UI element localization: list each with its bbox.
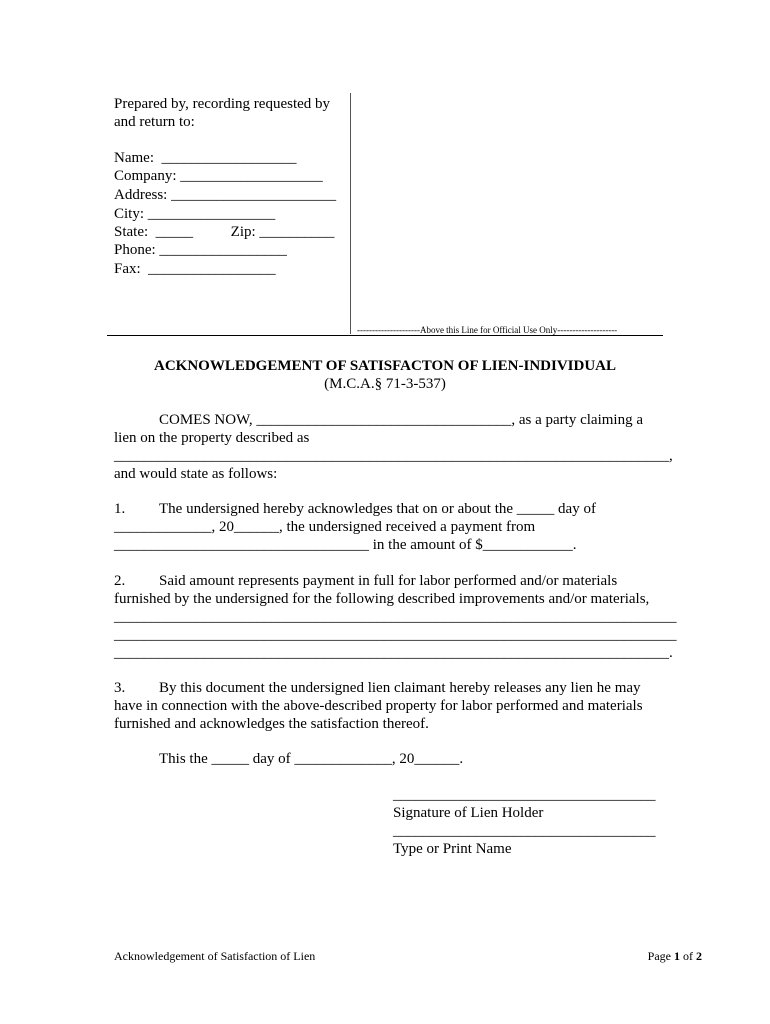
address-field[interactable]: Address: ______________________ <box>114 187 337 203</box>
improvements-field-2[interactable]: ___________________________________________________________________________ <box>114 627 677 643</box>
item3-number: 3. <box>114 680 126 696</box>
item1-line2: _____________, 20______, the undersigned received a payment from <box>114 519 536 535</box>
item2-number: 2. <box>114 573 126 589</box>
company-field[interactable]: Company: ___________________ <box>114 168 323 184</box>
page-current: 1 <box>674 949 680 963</box>
footer-title: Acknowledgement of Satisfaction of Lien <box>114 949 316 963</box>
state-zip-field[interactable]: State: _____ Zip: __________ <box>114 224 335 240</box>
document-title: ACKNOWLEDGEMENT OF SATISFACTON OF LIEN-INDIVIDUAL <box>153 358 616 374</box>
item2-line1: Said amount represents payment in full for labor performed and/or materials <box>159 573 618 589</box>
intro-line1: COMES NOW, __________________________________, as a party claiming a <box>159 412 643 428</box>
item1-number: 1. <box>114 501 126 517</box>
phone-field[interactable]: Phone: _________________ <box>114 242 287 258</box>
item3-line1: By this document the undersigned lien claimant hereby releases any lien he may <box>159 680 641 696</box>
intro-line4: and would state as follows: <box>114 466 278 482</box>
city-field[interactable]: City: _________________ <box>114 206 276 222</box>
print-name-label: Type or Print Name <box>393 841 512 857</box>
item3-line2: have in connection with the above-described property for labor performed and materials <box>114 698 643 714</box>
page-of: of <box>680 949 696 963</box>
item1-line1: The undersigned hereby acknowledges that on or about the _____ day of <box>159 501 596 517</box>
date-line[interactable]: This the _____ day of _____________, 20______. <box>159 751 464 767</box>
name-field[interactable]: Name: __________________ <box>114 150 297 166</box>
item2-line2: furnished by the undersigned for the following described improvements and/or materials, <box>114 591 650 607</box>
intro-line2: lien on the property described as <box>114 430 310 446</box>
print-name-line[interactable]: ___________________________________ <box>393 823 656 839</box>
statute-citation: (M.C.A.§ 71-3-537) <box>324 376 446 392</box>
improvements-field-1[interactable]: ___________________________________________________________________________ <box>114 609 677 625</box>
page-number <box>648 949 702 963</box>
prepared-by-line2: and return to: <box>114 114 195 130</box>
page-total: 2 <box>696 949 702 963</box>
signature-label: Signature of Lien Holder <box>393 805 544 821</box>
prepared-by-line1: Prepared by, recording requested by <box>114 96 331 112</box>
item1-line3: __________________________________ in the amount of $____________. <box>114 537 577 553</box>
official-use-note: ---------------------Above this Line for Official Use Only-------------------- <box>357 325 618 335</box>
signature-line[interactable]: ___________________________________ <box>393 787 656 803</box>
official-use-divider-vertical <box>350 93 351 334</box>
official-use-divider-horizontal <box>107 335 663 336</box>
item3-line3: furnished and acknowledges the satisfaction thereof. <box>114 716 429 732</box>
fax-field[interactable]: Fax: _________________ <box>114 261 276 277</box>
improvements-field-3[interactable]: __________________________________________________________________________. <box>114 645 673 661</box>
property-description-field[interactable]: __________________________________________________________________________, <box>114 448 673 464</box>
page-prefix: Page <box>647 949 674 963</box>
